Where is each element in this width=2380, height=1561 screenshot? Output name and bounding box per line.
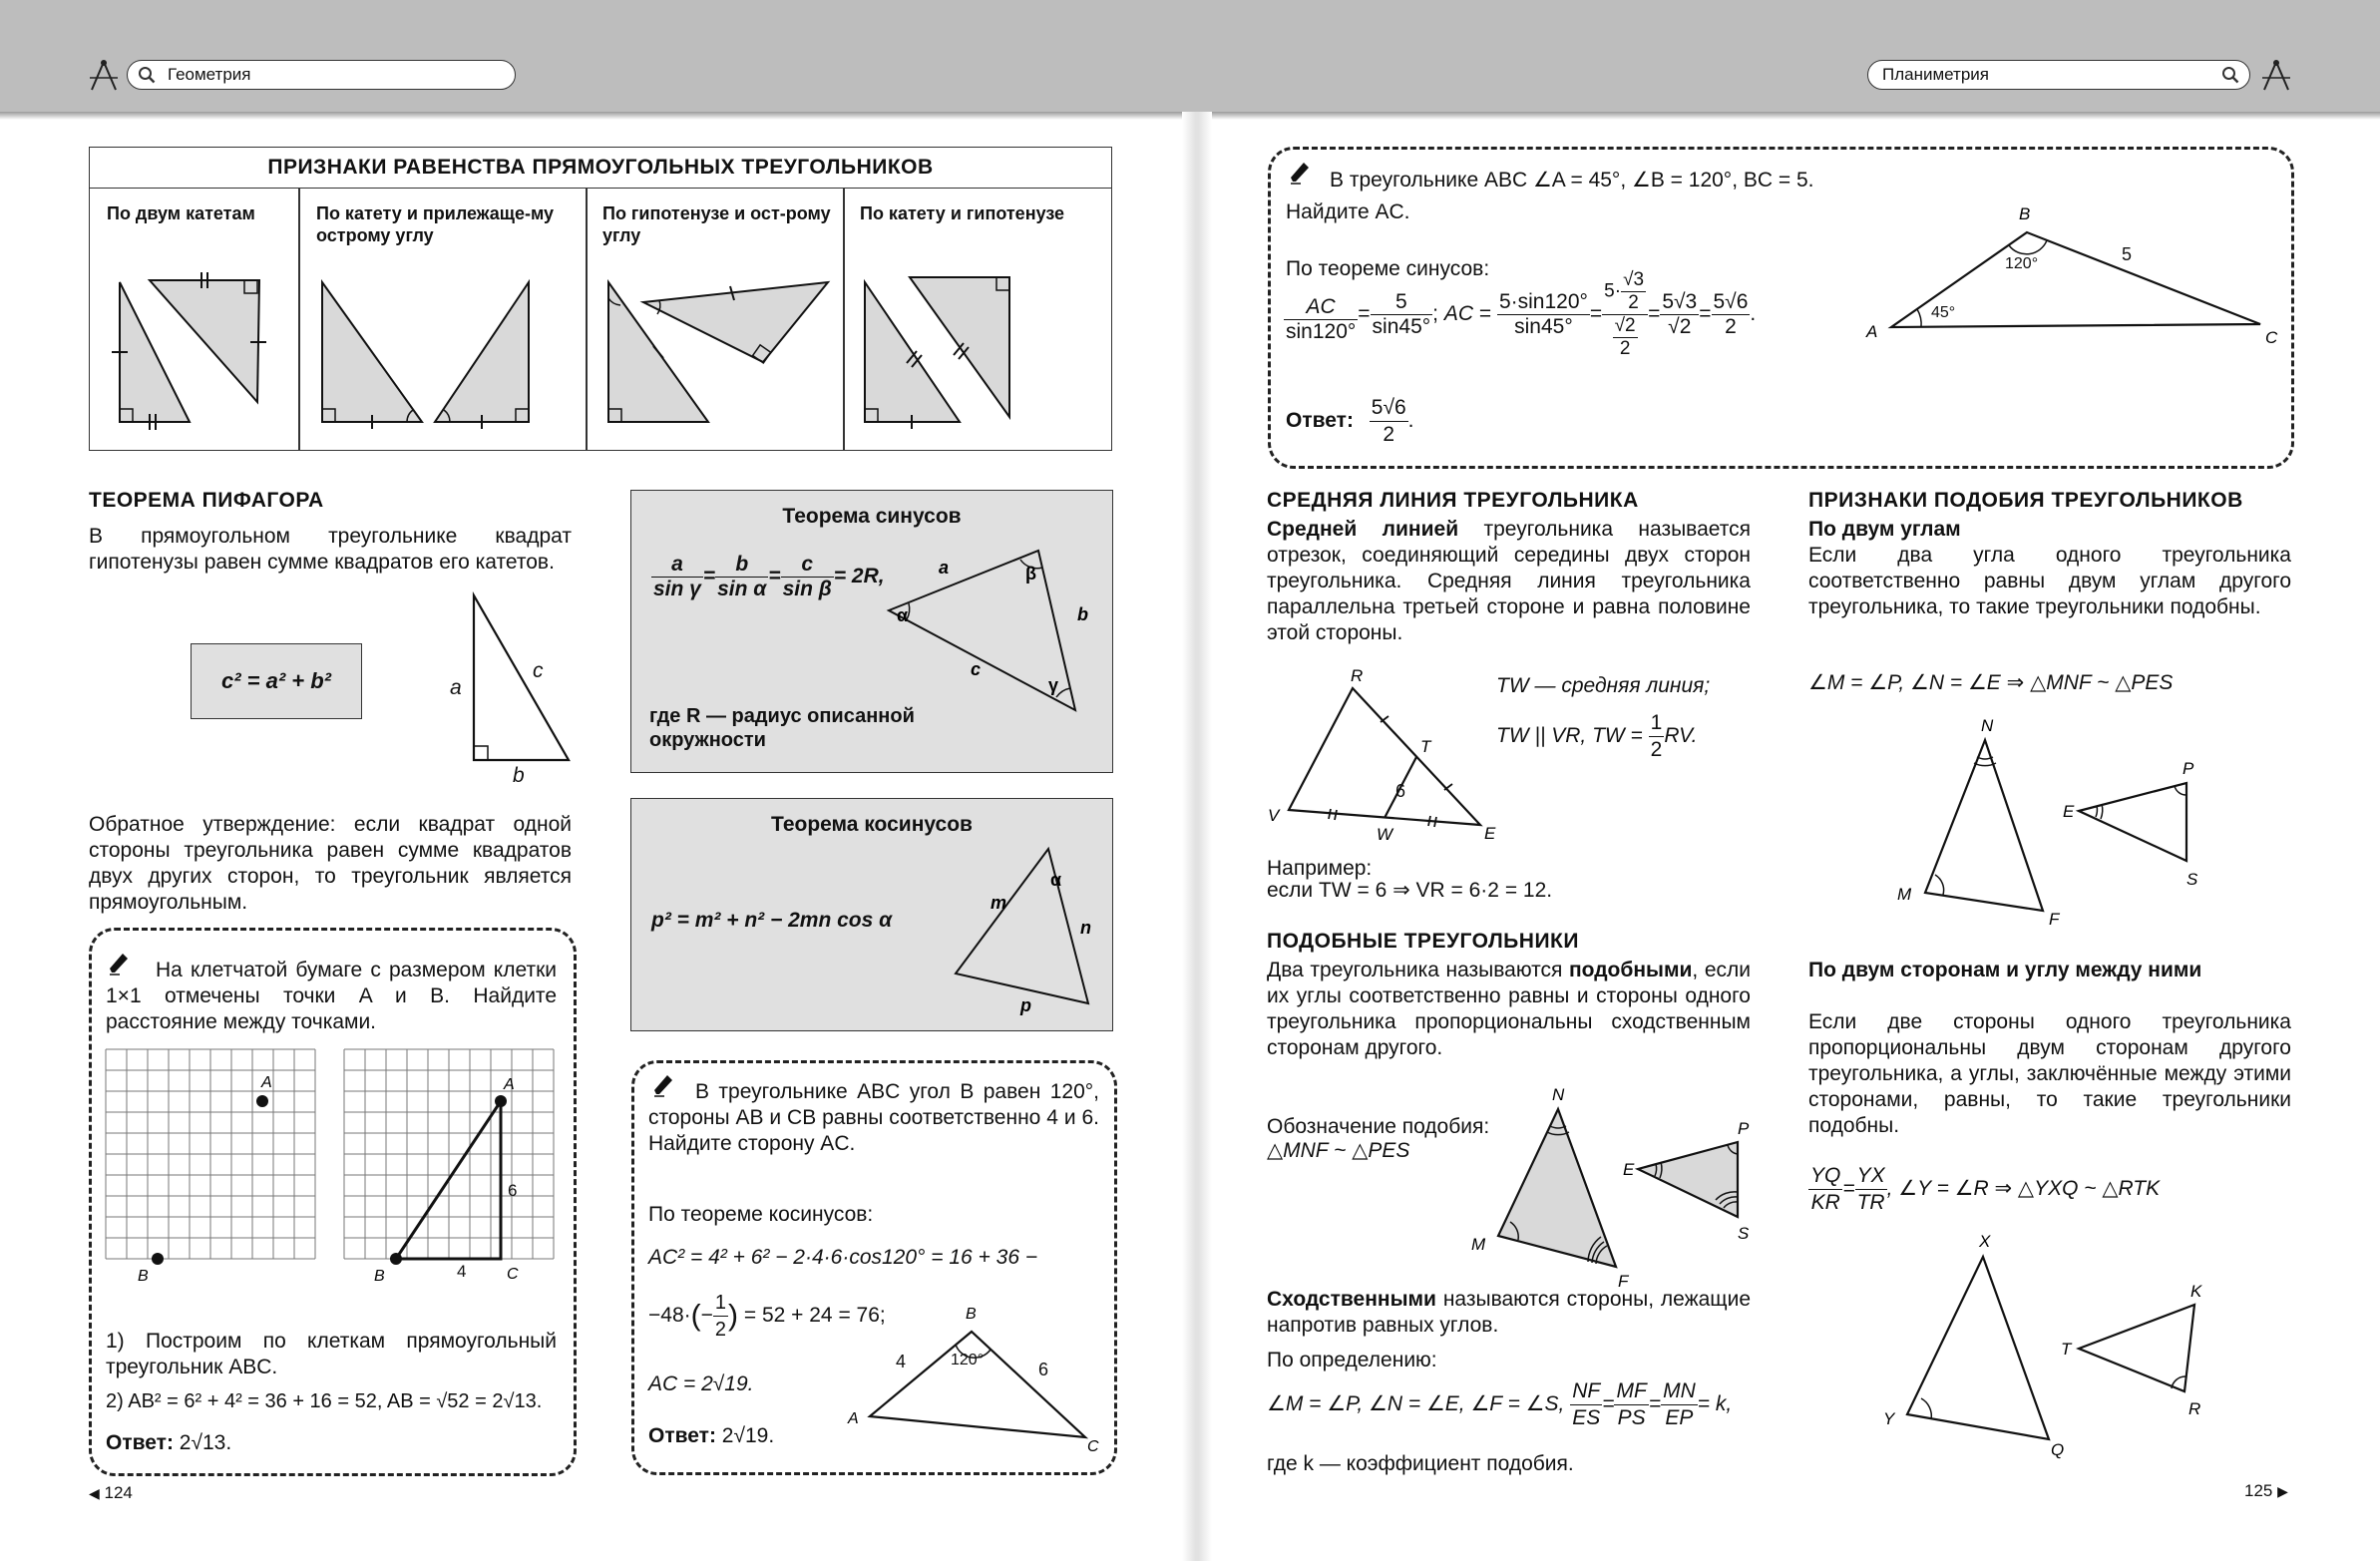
svg-text:X: X <box>1979 1232 1991 1251</box>
svg-text:B: B <box>966 1306 977 1323</box>
svg-text:n: n <box>1080 918 1091 938</box>
similar-text-b: , если их углы соответственно равны и стороны одного треугольника пропорциональны сходственным сторонам другого. <box>1267 959 1751 1059</box>
midline-title: СРЕДНЯЯ ЛИНИЯ ТРЕУГОЛЬНИКА <box>1267 489 1639 512</box>
svg-text:P: P <box>1738 1119 1750 1138</box>
signs-h2: По двум сторонам и углу между ними <box>1808 959 2202 981</box>
svg-text:α: α <box>1050 870 1062 890</box>
svg-text:A: A <box>1866 322 1878 341</box>
page-number-right-text: 125 <box>2244 1481 2273 1500</box>
sin-by: По теореме синусов: <box>1286 257 1490 280</box>
cos-answer-label: Ответ: <box>648 1424 716 1447</box>
svg-text:P: P <box>2182 759 2194 778</box>
grid-step-1: 1) Построим по клеткам прямоугольный треугольник ABC. <box>106 1330 557 1378</box>
svg-text:C: C <box>1087 1438 1099 1455</box>
equality-table <box>89 147 1112 451</box>
similar-by-def: По определению: <box>1267 1349 1437 1371</box>
pyth-converse: Обратное утверждение: если квадрат одной стороны треугольника равен сумме квадратов двух других сторон, то треугольник является прямоугольным. <box>89 813 572 914</box>
cos-line-3: AC = 2√19. <box>648 1372 754 1395</box>
cos-by: По теореме косинусов: <box>648 1203 874 1226</box>
pyth-label-c: c <box>533 659 544 682</box>
table-divider <box>843 189 845 450</box>
cosines-formula: p² = m² + n² − 2mn cos α <box>651 909 893 932</box>
svg-text:R: R <box>1351 666 1364 685</box>
svg-text:T: T <box>2061 1340 2072 1359</box>
similar-notation: △MNF ~ △PES <box>1267 1139 1410 1162</box>
signs-f1: ∠M = ∠P, ∠N = ∠E ⇒ △MNF ~ △PES <box>1808 671 2174 694</box>
signs-triangles-angles <box>1885 713 2204 933</box>
svg-text:W: W <box>1377 825 1393 844</box>
similar-term: подобными <box>1568 959 1693 981</box>
table-divider <box>298 189 300 450</box>
search-input-left[interactable] <box>127 60 516 90</box>
header-bar <box>0 0 2380 112</box>
grid-solution <box>344 1049 556 1285</box>
signs-t2: Если две стороны одного треугольника пропорциональны двум сторонам другого треугольника, а углы, заключённые между этими сторонами, равны, то такие треугольники подобны. <box>1808 1010 2291 1137</box>
signs-h1: По двум углам <box>1808 518 1961 541</box>
page-number-left: ◀ 124 <box>89 1483 133 1502</box>
svg-text:γ: γ <box>1048 675 1059 695</box>
signs-f2-wrap: $\frac{YQ}{KR}$ = $\frac{YX}{TR}$ , ∠Y = ∠R ⇒ △YXQ ~ △RTK <box>1810 1164 2161 1214</box>
table-divider <box>586 189 588 450</box>
similar-triangles <box>1466 1082 1766 1292</box>
grid-answer-value: 2√13. <box>179 1431 232 1454</box>
similar-eq-k: = k, <box>1697 1392 1733 1416</box>
svg-text:A: A <box>261 1074 272 1091</box>
sin-angle-b: 120° <box>2005 255 2039 272</box>
page-number-right: 125 ▶ <box>2244 1481 2288 1500</box>
pyth-formula: c² = a² + b² <box>191 643 362 719</box>
grid-question: На клетчатой бумаге с размером клетки 1×1 отмечены точки A и B. Найдите расстояние между точками. <box>106 959 557 1033</box>
signs-triangles-sides <box>1875 1227 2204 1466</box>
similar-text-a: Два треугольника называются <box>1267 959 1569 981</box>
svg-text:S: S <box>1738 1224 1750 1243</box>
sines-formula: $\frac{a}{\text{sin γ}}$ = $\frac{b}{\text{sin α}}$ = $\frac{c}{\text{sin β}}$ = 2R, <box>653 553 885 600</box>
table-col-2: По катету и прилежаще-му острому углу <box>316 203 555 245</box>
triangles-two-legs <box>110 272 289 442</box>
search-icon <box>138 66 156 84</box>
midline-term: Средней линией <box>1267 518 1459 541</box>
midline-body: треугольника называется отрезок, соединяющий середины двух сторон треугольника. Средняя линия треугольника параллельна третьей стороне и равна половине этой стороны. <box>1267 518 1751 644</box>
svg-text:T: T <box>1420 737 1431 756</box>
triangles-leg-hyp <box>860 267 1099 442</box>
sin-find: Найдите AC. <box>1286 200 1410 223</box>
sin-answer-label: Ответ: <box>1286 409 1354 433</box>
similar-where: где k — коэффициент подобия. <box>1267 1452 1574 1475</box>
sin-question: В треугольнике ABC ∠A = 45°, ∠B = 120°, BC = 5. <box>1330 169 1814 192</box>
svg-text:S: S <box>2186 870 2198 889</box>
svg-text:E: E <box>1623 1160 1635 1179</box>
cos-answer-value: 2√19. <box>721 1424 775 1447</box>
pyth-title: ТЕОРЕМА ПИФАГОРА <box>89 489 324 512</box>
cos-side-4: 4 <box>896 1352 907 1371</box>
midline-seg-6: 6 <box>1395 781 1406 801</box>
svg-text:F: F <box>1618 1272 1629 1291</box>
cos-line-1: AC² = 4² + 6² − 2·4·6·cos120° = 16 + 36 − <box>648 1246 1038 1269</box>
signs-f2: , ∠Y = ∠R ⇒ △YXQ ~ △RTK <box>1886 1177 2161 1201</box>
search-text-left: Геометрия <box>168 65 251 84</box>
similar-notation-label: Обозначение подобия: <box>1267 1115 1490 1138</box>
cos-triangle <box>848 1302 1099 1455</box>
cosines-triangle <box>951 844 1100 1013</box>
midline-triangle <box>1265 663 1504 848</box>
sines-note: где R — радиус описанной окружности <box>649 705 915 751</box>
svg-text:B: B <box>138 1268 149 1285</box>
similar-ratio: ∠M = ∠P, ∠N = ∠E, ∠F = ∠S, $\frac{NF}{ES}$ = $\frac{MF}{PS}$ = $\frac{MN}{EP}$ = k, <box>1267 1379 1733 1429</box>
svg-text:B: B <box>374 1268 385 1285</box>
svg-text:a: a <box>939 558 950 578</box>
svg-text:E: E <box>1484 824 1496 843</box>
similar-title: ПОДОБНЫЕ ТРЕУГОЛЬНИКИ <box>1267 930 1579 953</box>
svg-text:α: α <box>897 605 909 625</box>
svg-text:C: C <box>2265 328 2278 347</box>
svg-text:β: β <box>1025 564 1036 584</box>
grid-answer <box>106 1430 231 1456</box>
search-text-right: Планиметрия <box>1882 65 1989 84</box>
grid-step-2: 2) AB² = 6² + 4² = 36 + 16 = 52, AB = √52 = 2√13. <box>106 1390 543 1412</box>
cos-question: В треугольнике ABC угол B равен 120°, стороны AB и CB равны соответственно 4 и 6. Найдите сторону AC. <box>648 1080 1099 1155</box>
svg-text:c: c <box>971 659 982 679</box>
search-input-right[interactable] <box>1867 60 2250 90</box>
pyth-text: В прямоугольном треугольнике квадрат гипотенузы равен сумме квадратов его катетов. <box>89 525 572 574</box>
svg-text:N: N <box>1552 1085 1565 1104</box>
signs-title: ПРИЗНАКИ ПОДОБИЯ ТРЕУГОЛЬНИКОВ <box>1808 489 2243 512</box>
grid-plain <box>106 1049 317 1285</box>
svg-text:B: B <box>2019 204 2031 223</box>
pyth-label-b: b <box>513 764 525 787</box>
svg-text:K: K <box>2190 1282 2202 1301</box>
svg-text:N: N <box>1981 716 1994 735</box>
sines-title: Теорема синусов <box>782 505 962 528</box>
sines-box <box>630 490 1113 773</box>
similar-corr-text: называются стороны, лежащие напротив равных углов. <box>1267 1288 1751 1337</box>
svg-text:R: R <box>2188 1399 2201 1418</box>
compass-icon-right <box>2260 58 2292 94</box>
table-col-3: По гипотенузе и ост-рому углу <box>602 203 831 245</box>
sin-triangle <box>1861 197 2280 357</box>
svg-text:V: V <box>1268 806 1280 825</box>
midline-text <box>1267 517 1751 646</box>
pencil-icon <box>1287 160 1313 186</box>
pyth-label-a: a <box>450 676 462 699</box>
sin-side-5: 5 <box>2122 244 2133 264</box>
page-number-left-text: 124 <box>104 1483 133 1502</box>
svg-text:b: b <box>1077 604 1088 624</box>
midline-def-1: TW — средняя линия; <box>1496 674 1711 697</box>
svg-text:A: A <box>848 1410 859 1427</box>
sin-answer: Ответ: $\frac{5√6}{2}$ . <box>1286 396 1414 446</box>
midline-example-1: Например: <box>1267 857 1373 880</box>
sin-solution: $\frac{AC}{\sin 120^\circ}$ = $\frac{5}{\sin 45^\circ}$ ; AC = $\frac{5\cdot\sin 120^\circ}{\sin 45^\circ}$ = 5· $\frac{√3}{2}$ $\frac{√2}{2}$ = $\frac{5√3}{√2}$ = $\frac{5√6}{2}$ . <box>1286 269 1757 359</box>
svg-text:E: E <box>2063 802 2075 821</box>
grid-leg-6: 6 <box>508 1181 518 1200</box>
grid-leg-4: 4 <box>457 1262 467 1281</box>
svg-text:Q: Q <box>2051 1440 2065 1459</box>
cos-line-2: = 52 + 24 = 76; <box>743 1304 886 1328</box>
table-col-1: По двум катетам <box>107 203 255 223</box>
search-icon <box>2221 66 2239 84</box>
svg-text:C: C <box>507 1266 519 1283</box>
table-title: ПРИЗНАКИ РАВЕНСТВА ПРЯМОУГОЛЬНЫХ ТРЕУГОЛЬНИКОВ <box>267 156 934 179</box>
table-title-row <box>90 148 1111 189</box>
cos-side-6: 6 <box>1038 1360 1049 1379</box>
grid-answer-label: Ответ: <box>106 1431 174 1454</box>
signs-t1: Если два угла одного треугольника соответственно равны двум углам другого треугольника, то такие треугольники подобны. <box>1808 544 2291 618</box>
midline-example-2: если TW = 6 ⇒ VR = 6·2 = 12. <box>1267 879 1553 902</box>
similar-text <box>1267 958 1751 1061</box>
svg-text:A: A <box>504 1076 515 1093</box>
svg-text:F: F <box>2049 910 2060 929</box>
compass-icon-left <box>88 58 120 94</box>
cos-line-2-wrap: −48·(− $\frac{1}{2}$ ) = 52 + 24 = 76; <box>648 1292 886 1341</box>
similar-corr-term: Сходственными <box>1267 1288 1436 1311</box>
cosines-box <box>630 798 1113 1031</box>
cosines-title: Теорема косинусов <box>771 813 973 836</box>
similar-corr <box>1267 1287 1751 1339</box>
svg-text:p: p <box>1020 995 1031 1015</box>
svg-text:M: M <box>1897 885 1912 904</box>
page-gutter <box>1182 112 1212 1561</box>
triangles-hyp-angle <box>603 272 833 442</box>
svg-text:Y: Y <box>1883 1409 1895 1428</box>
triangles-leg-angle <box>317 277 577 437</box>
cos-answer <box>648 1423 774 1449</box>
sines-formula-tail: = 2R, <box>833 565 885 588</box>
similar-angles: ∠M = ∠P, ∠N = ∠E, ∠F = ∠S, <box>1267 1392 1565 1416</box>
svg-text:m: m <box>991 893 1007 913</box>
midline-def-2: TW || VR, TW = $\frac{1}{2}$ RV. <box>1496 711 1698 761</box>
cos-angle-label: 120° <box>951 1352 985 1368</box>
svg-text:M: M <box>1471 1235 1486 1254</box>
table-col-4: По катету и гипотенузе <box>860 203 1065 223</box>
sin-angle-a: 45° <box>1931 304 1956 321</box>
